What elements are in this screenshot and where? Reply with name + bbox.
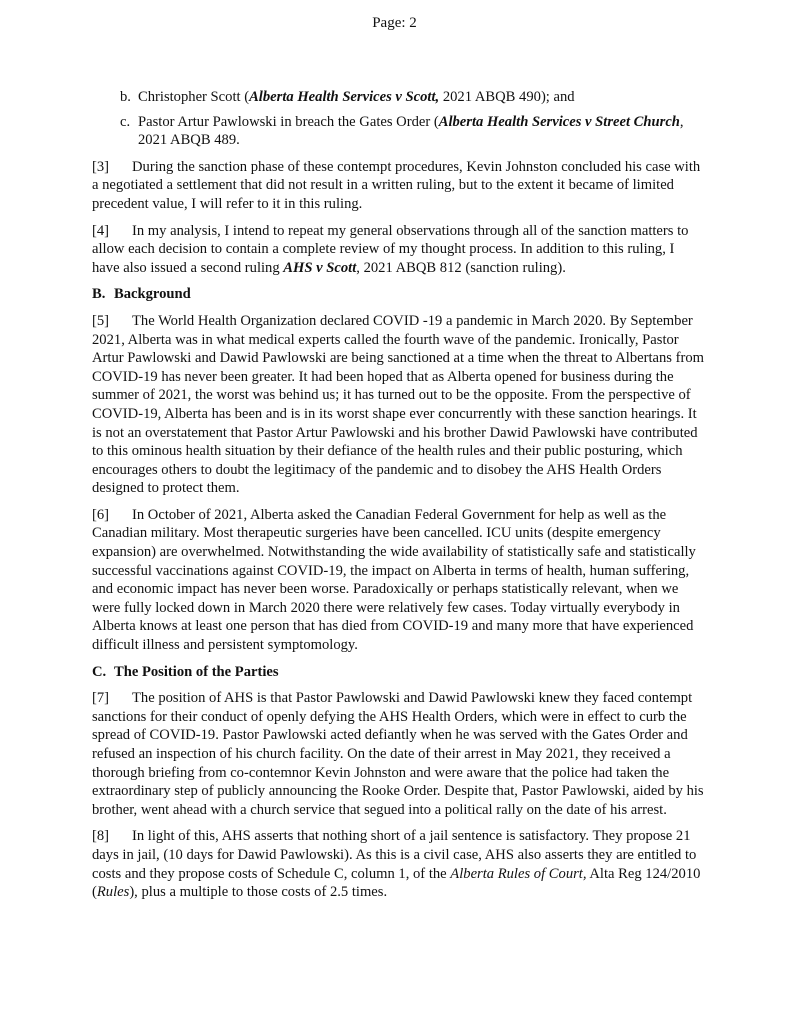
defined-term: Rules — [96, 884, 130, 901]
paragraph-text: The World Health Organization declared COVID -19 a pandemic in March 2020. By September 2021, Alberta was in what medical experts called the fourth wave of the pandemic. Ironically, Pastor Artur Pawlowski and Dawid Pawlowski are being sanctioned at a time when the threat to Albertans from COVID-19 has never been greater. It had been hoped that as Alberta opened for business during the summer of 2021, the worst was behind us; it has turned out to be the opposite. From the perspective of COVID-19, Alberta has been and is in its worst shape ever concurrently with these sanction hearings. It is not an overstatement that Pastor Artur Pawlowski and his brother Dawid Pawlowski have contributed to this ominous health situation by their defiance of the health rules and their public posturing, which encourages others to doubt the legitimacy of the pandemic and to disobey the AHS Health Orders designed to protect them. — [92, 312, 704, 497]
page-content — [92, 88, 705, 902]
paragraph-number: [7] — [92, 690, 110, 707]
paragraph-text: During the sanction phase of these contempt procedures, Kevin Johnston concluded his case with a negotiated a settlement that did not result in a written ruling, but to the extent it became of limited precedent value, I will refer to it in this ruling. — [92, 158, 701, 212]
list-item-text: Christopher Scott ( — [138, 89, 250, 105]
paragraph-text: , 2021 ABQB 812 (sanction ruling). — [356, 259, 566, 276]
case-citation: Alberta Health Services v Street Church — [438, 113, 680, 130]
paragraph-4 — [92, 222, 705, 278]
list-item-b — [92, 88, 705, 107]
paragraph-text: ), plus a multiple to those costs of 2.5 times. — [129, 884, 388, 901]
list-item-text: 2021 ABQB 490); and — [439, 89, 575, 105]
section-title: The Position of the Parties — [114, 663, 279, 680]
paragraph-7 — [92, 689, 705, 819]
list-item-label: b. — [120, 89, 131, 105]
case-citation: Alberta Health Services v Scott, — [249, 89, 440, 105]
section-heading-background — [92, 285, 705, 304]
list-item-label: c. — [120, 113, 131, 130]
paragraph-text: In my analysis, I intend to repeat my general observations through all of the sanction matters to allow each decision to contain a complete review of my thought process. In addition to this ruling, I have also issued a second ruling — [92, 222, 689, 276]
paragraph-6 — [92, 506, 705, 655]
paragraph-number: [5] — [92, 312, 110, 329]
paragraph-3 — [92, 158, 705, 214]
list-item-c — [92, 113, 705, 150]
list-item-text: , 2021 ABQB 489. — [138, 113, 684, 149]
case-citation: AHS v Scott — [283, 259, 357, 276]
section-letter: B. — [92, 286, 106, 303]
statute-citation: Alberta Rules of Court, — [450, 865, 587, 882]
paragraph-text: The position of AHS is that Pastor Pawlowski and Dawid Pawlowski knew they faced contempt sanctions for their conduct of openly defying the AHS Health Orders, which were in effect to curb the spread of COVID-19. Pastor Pawlowski acted defiantly when he was served with the Gates Order and refused an inspection of his church facility. On the date of their arrest in May 2021, they received a thorough briefing from co-contemnor Kevin Johnston and were aware that the police had taken the extraordinary step of publicly announcing the Rooke Order. Despite that, Pastor Pawlowski, aided by his brother, went ahead with a church service that segued into a political rally on the date of his arrest. — [92, 690, 704, 818]
section-heading-position-of-parties — [92, 663, 705, 682]
paragraph-text: In light of this, AHS asserts that nothing short of a jail sentence is satisfactory. They propose 21 days in jail, (10 days for Dawid Pawlowski). As this is a civil case, AHS also asserts they are entitled to costs and they propose costs of Schedule C, column 1, of the — [92, 828, 697, 882]
paragraph-8 — [92, 827, 705, 901]
paragraph-text: In October of 2021, Alberta asked the Canadian Federal Government for help as well as the Canadian military. Most therapeutic surgeries have been cancelled. ICU units (despite emergency expansion) are overwhelmed. Notwithstanding the wide availability of statistically safe and statistically successful vaccinations against COVID-19, the impact on Alberta in terms of health, human suffering, and economic impact has never been worse. Paradoxically or perhaps statistically relevant, when we were fully locked down in March 2020 there were relatively few cases. Today virtually everybody in Alberta knows at least one person that has died from COVID-19 and many more that have experienced difficult illness and persistent symptomology. — [92, 506, 696, 654]
page-number: Page: 2 — [372, 15, 417, 31]
paragraph-5 — [92, 312, 705, 498]
paragraph-number: [6] — [92, 506, 110, 523]
section-title: Background — [114, 286, 191, 303]
paragraph-number: [4] — [92, 222, 110, 239]
paragraph-number: [8] — [92, 828, 110, 845]
list-item-text: Pastor Artur Pawlowski in breach the Gates Order ( — [138, 113, 439, 130]
paragraph-text: Alta Reg 124/2010 ( — [92, 865, 701, 901]
paragraph-number: [3] — [92, 158, 110, 175]
section-letter: C. — [92, 663, 107, 680]
